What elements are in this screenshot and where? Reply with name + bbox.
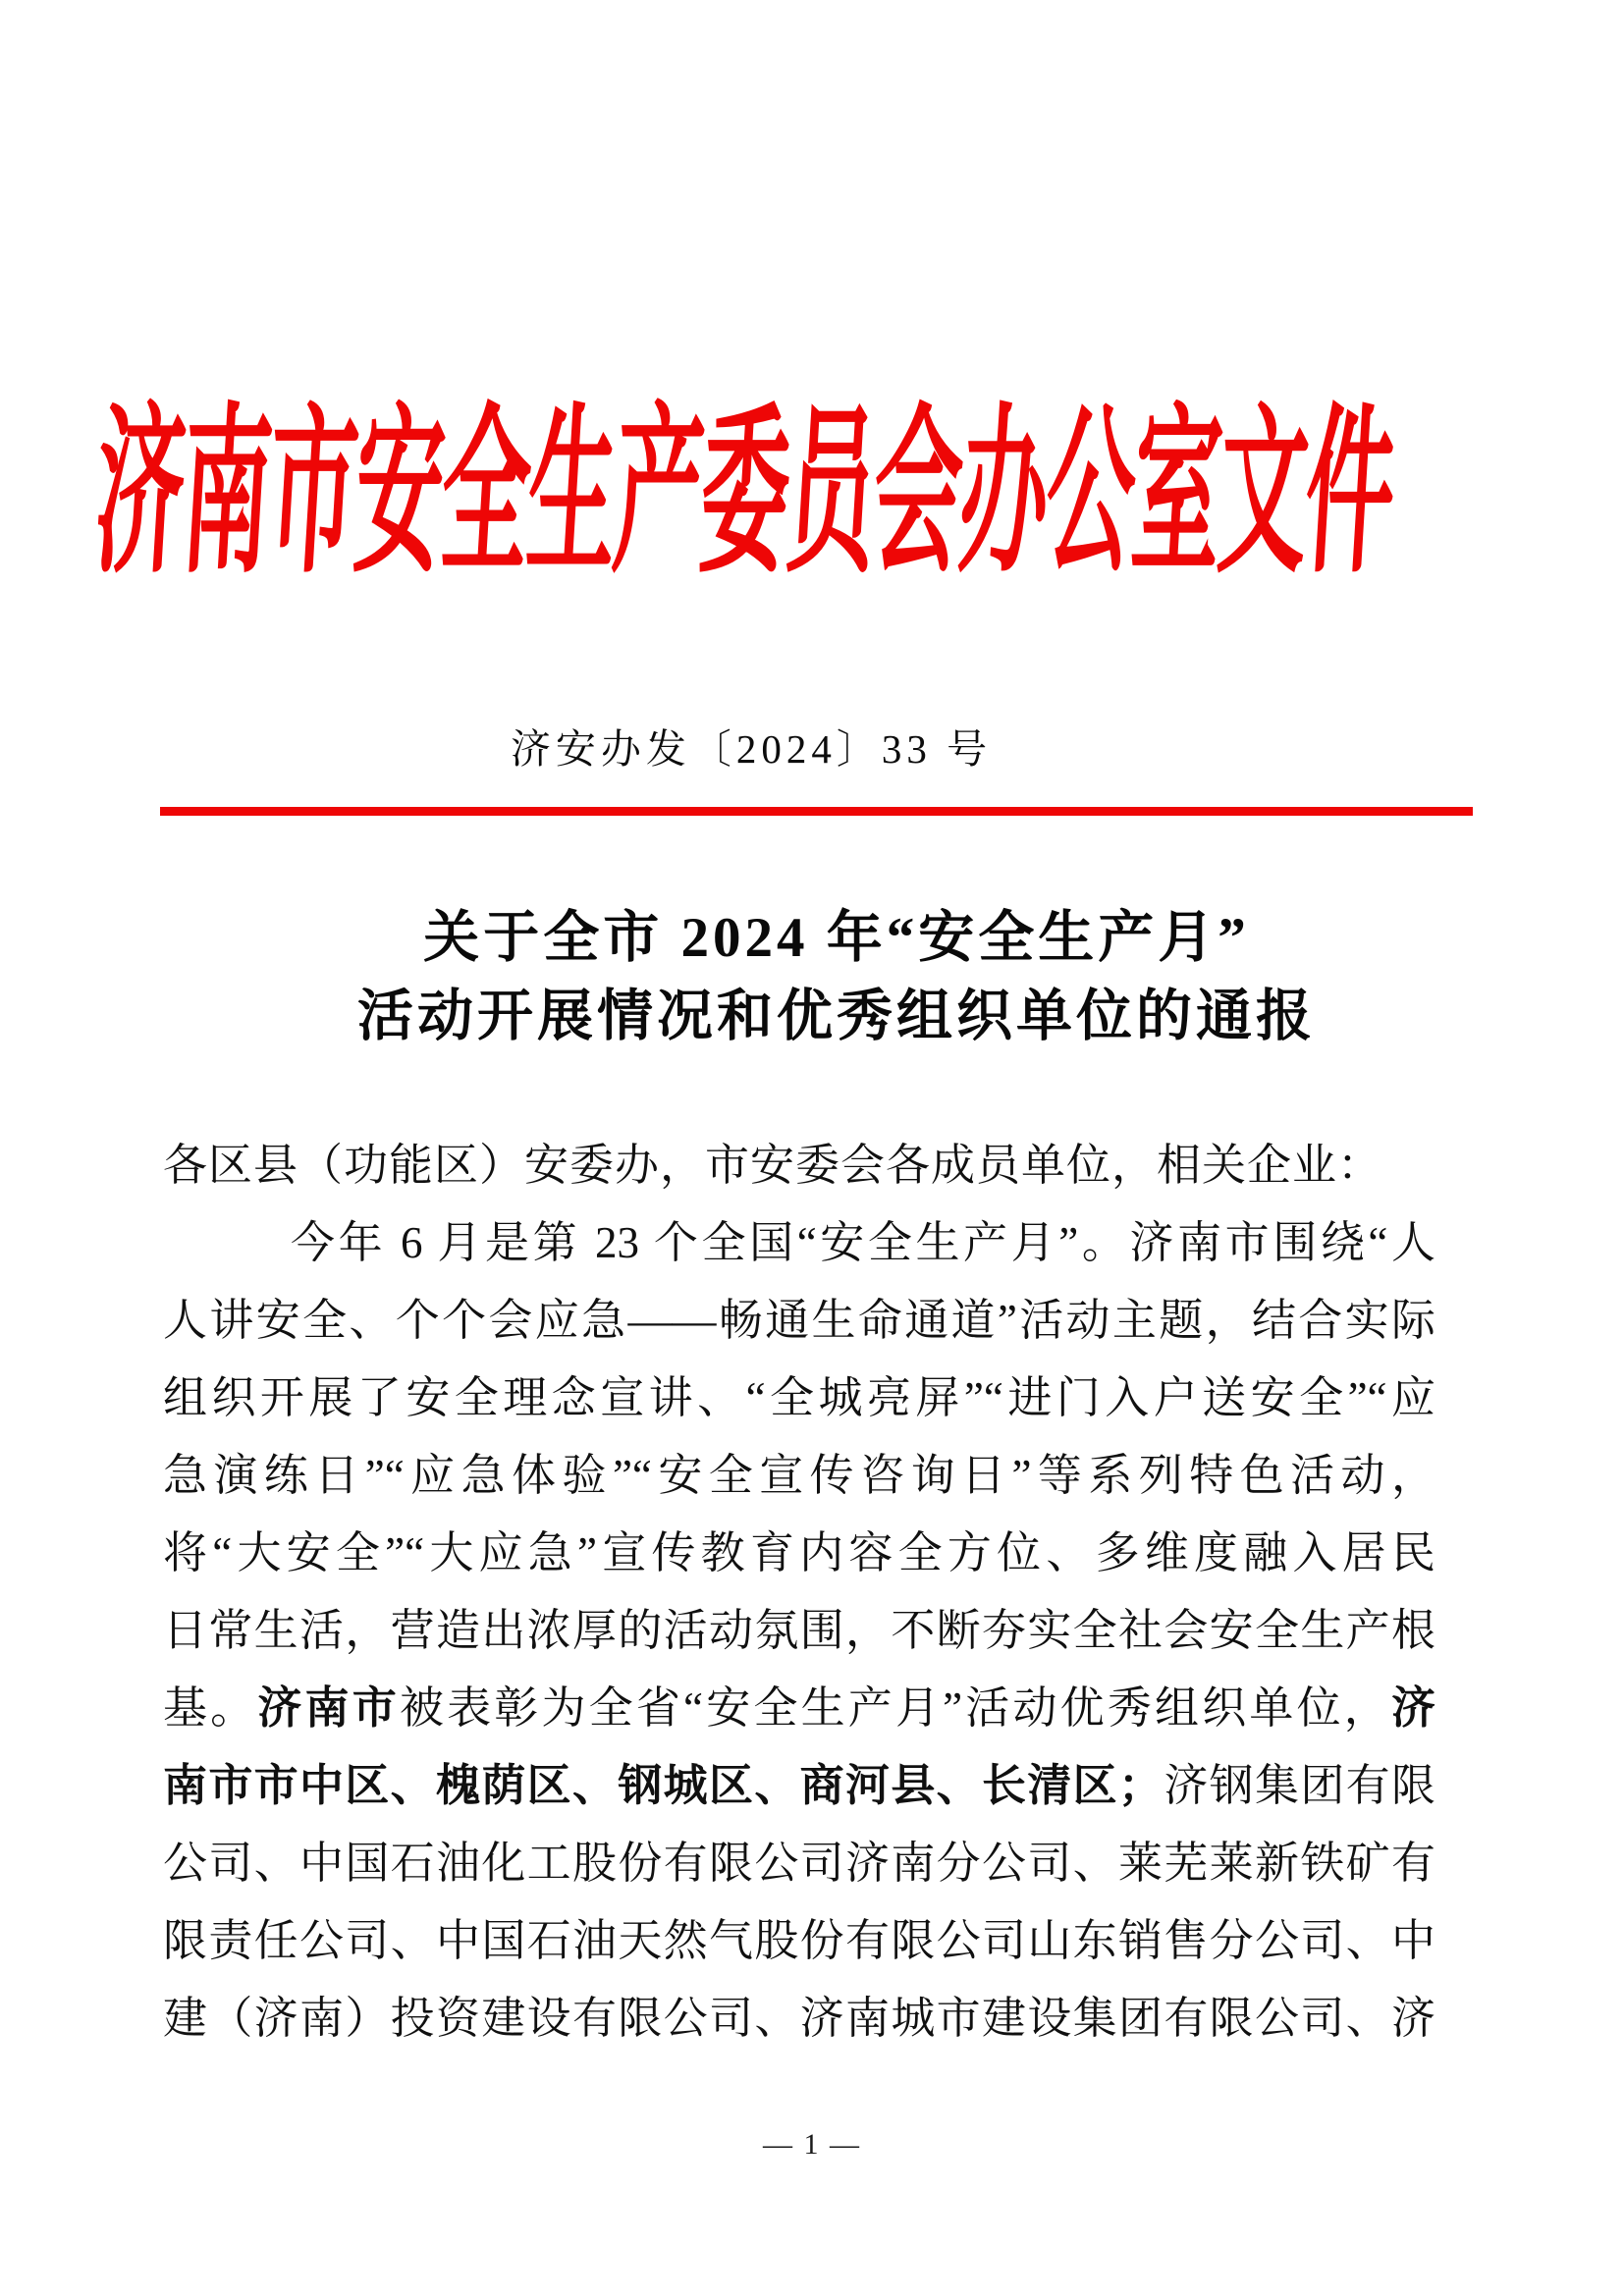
- body-run: 急演练日”“应急体验”“安全宣传咨询日”等系列特色活动，: [163, 1451, 1435, 1500]
- body-line: [163, 1437, 1435, 1515]
- body-line: [163, 1204, 1435, 1282]
- doc-number: 济安办发〔2024〕33 号: [510, 726, 993, 772]
- body-run: 公司、中国石油化工股份有限公司济南分公司、莱芜莱新铁矿有: [163, 1839, 1435, 1888]
- body-line: [163, 1360, 1435, 1437]
- body-run: 组织开展了安全理念宣讲、“全城亮屏”“进门入户送安全”“应: [163, 1373, 1435, 1422]
- body-line: [163, 1747, 1435, 1825]
- body-run-bold: 南市市中区、槐荫区、钢城区、商河县、长清区；: [163, 1761, 1163, 1810]
- body-run: 将“大安全”“大应急”宣传教育内容全方位、多维度融入居民: [163, 1528, 1435, 1577]
- document-title: [49, 899, 1624, 1056]
- body-run: 人讲安全、个个会应急——畅通生命通道”活动主题，结合实际: [163, 1296, 1435, 1345]
- salutation: 各区县（功能区）安委办，市安委会各成员单位，相关企业：: [163, 1141, 1383, 1190]
- body-run: 济钢集团有限: [1162, 1761, 1435, 1810]
- body-run-bold: 济南市: [257, 1683, 400, 1733]
- body-run: 限责任公司、中国石油天然气股份有限公司山东销售分公司、中: [163, 1916, 1435, 1965]
- body-run-bold: 济: [1390, 1683, 1435, 1733]
- body-line: [163, 1980, 1435, 2057]
- red-divider-line: [160, 807, 1473, 816]
- body-line: [163, 1592, 1435, 1670]
- body-run: 被表彰为全省“安全生产月”活动优秀组织单位，: [399, 1683, 1391, 1733]
- body-run: 今年 6 月是第 23 个全国“安全生产月”。济南市围绕“人: [291, 1218, 1435, 1267]
- body-run: 基。: [163, 1683, 258, 1733]
- body-run: 日常生活，营造出浓厚的活动氛围，不断夯实全社会安全生产根: [163, 1606, 1435, 1655]
- body-text: [163, 1127, 1435, 2057]
- body-line: [163, 1670, 1435, 1747]
- document-title-line1: 关于全市 2024 年“安全生产月”: [423, 907, 1250, 969]
- org-header-title: 济南市安全生产委员会办公室文件: [89, 396, 1398, 596]
- body-line: [163, 1902, 1435, 1980]
- body-line: [163, 1825, 1435, 1902]
- body-paragraph: [163, 1204, 1435, 2057]
- body-line: [163, 1515, 1435, 1592]
- body-run: 建（济南）投资建设有限公司、济南城市建设集团有限公司、济: [163, 1994, 1435, 2043]
- document-title-line2: 活动开展情况和优秀组织单位的通报: [357, 986, 1316, 1047]
- body-line: [163, 1282, 1435, 1360]
- page-number: — 1 —: [763, 2128, 861, 2161]
